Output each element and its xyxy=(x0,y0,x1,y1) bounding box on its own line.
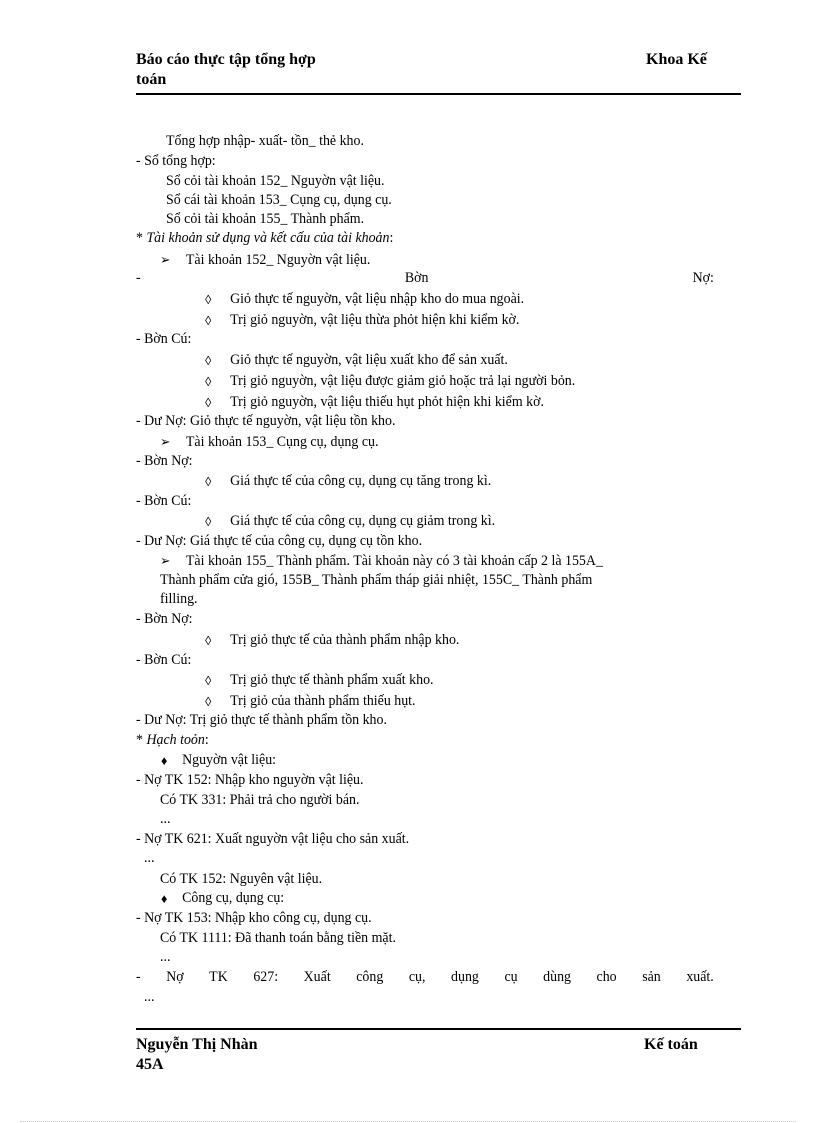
arrow-bullet-icon: ➢ xyxy=(160,252,171,267)
text-line: - Bờn Nợ: xyxy=(136,611,193,627)
page-header xyxy=(136,50,741,90)
header-title: Báo cáo thực tập tổng hợp xyxy=(136,51,316,68)
text-line: filling. xyxy=(160,591,198,607)
diamond-bullet-icon: ◊ xyxy=(205,673,212,688)
text-line: Sổ cỏi tài khoản 155_ Thành phẩm. xyxy=(166,211,365,227)
text-line: Sổ cái tài khoản 153_ Cụng cụ, dụng cụ. xyxy=(166,192,392,208)
footer-author: Nguyễn Thị Nhàn xyxy=(136,1036,258,1053)
diamond-bullet-icon: ◊ xyxy=(205,474,212,489)
ellipsis: ... xyxy=(144,850,155,866)
section-heading: * Hạch toỏn: xyxy=(136,732,209,748)
header-rule xyxy=(136,93,741,95)
text-line: - Nợ TK 153: Nhập kho công cụ, dụng cụ. xyxy=(136,910,372,926)
text-line: - Bờn Nợ: xyxy=(136,453,193,469)
ellipsis: ... xyxy=(160,949,171,965)
page-footer xyxy=(136,1035,741,1075)
arrow-item: ➢ Tài khoản 155_ Thành phẩm. Tài khoản này có 3 tài khoản cấp 2 là 155A_ xyxy=(160,553,603,569)
header-title-continued: toán xyxy=(136,71,167,88)
ellipsis: ... xyxy=(144,989,155,1005)
diamond-bullet-icon: ◊ xyxy=(205,395,212,410)
text-line: Sổ cỏi tài khoản 152_ Nguyờn vật liệu. xyxy=(166,173,385,189)
section-heading: * Tài khoản sử dụng và kết cấu của tài khoản: xyxy=(136,230,394,246)
diamond-filled-bullet-icon: ♦ xyxy=(160,891,168,906)
text-line: - Bờn Cú: xyxy=(136,331,192,347)
footer-rule xyxy=(136,1028,741,1030)
arrow-item: ➢ Tài khoản 153_ Cụng cụ, dụng cụ. xyxy=(160,434,379,450)
text-line: - Dư Nợ: Giỏ thực tế nguyờn, vật liệu tồn kho. xyxy=(136,413,396,429)
text-line: Có TK 1111: Đã thanh toán bằng tiền mặt. xyxy=(160,930,396,946)
header-department: Khoa Kế xyxy=(646,51,707,68)
diamond-bullet-icon: ◊ xyxy=(205,292,212,307)
text-line: - Sổ tổng hợp: xyxy=(136,153,216,169)
text-line: Có TK 331: Phải trả cho người bán. xyxy=(160,792,360,808)
text-line: Thành phẩm cửa gió, 155B_ Thành phẩm tháp giải nhiệt, 155C_ Thành phẩm xyxy=(160,572,593,588)
text-line: - Nợ TK 621: Xuất nguyờn vật liệu cho sản xuất. xyxy=(136,831,410,847)
text-line: Có TK 152: Nguyên vật liệu. xyxy=(160,871,323,887)
text-line: - Dư Nợ: Giá thực tế của công cụ, dụng cụ tồn kho. xyxy=(136,533,423,549)
diamond-bullet-icon: ◊ xyxy=(205,313,212,328)
diamond-bullet-icon: ◊ xyxy=(205,374,212,389)
diamond-bullet-icon: ◊ xyxy=(205,694,212,709)
footer-class: 45A xyxy=(136,1056,164,1073)
text-line: - Bờn Cú: xyxy=(136,493,192,509)
text-line: - Bờn Cú: xyxy=(136,652,192,668)
arrow-item: ➢ Tài khoản 152_ Nguyờn vật liệu. xyxy=(160,252,371,268)
text-line-justified: - Bờn Nợ: xyxy=(136,270,714,286)
ellipsis: ... xyxy=(160,811,171,827)
arrow-bullet-icon: ➢ xyxy=(160,553,171,568)
text-line: - Nợ TK 152: Nhập kho nguyờn vật liệu. xyxy=(136,772,364,788)
footer-department: Kế toán xyxy=(644,1036,698,1053)
text-line: - Dư Nợ: Trị giỏ thực tế thành phẩm tồn kho. xyxy=(136,712,387,728)
arrow-bullet-icon: ➢ xyxy=(160,434,171,449)
text-line-justified: - Nợ TK 627: Xuất công cụ, dụng cụ dùng cho sản xuất. xyxy=(136,969,714,985)
page-edge xyxy=(20,1121,796,1122)
diamond-filled-bullet-icon: ♦ xyxy=(160,753,168,768)
diamond-bullet-icon: ◊ xyxy=(205,353,212,368)
text-line: Tổng hợp nhập- xuất- tồn_ thẻ kho. xyxy=(166,133,364,149)
diamond-bullet-icon: ◊ xyxy=(205,633,212,648)
diamond-bullet-icon: ◊ xyxy=(205,514,212,529)
